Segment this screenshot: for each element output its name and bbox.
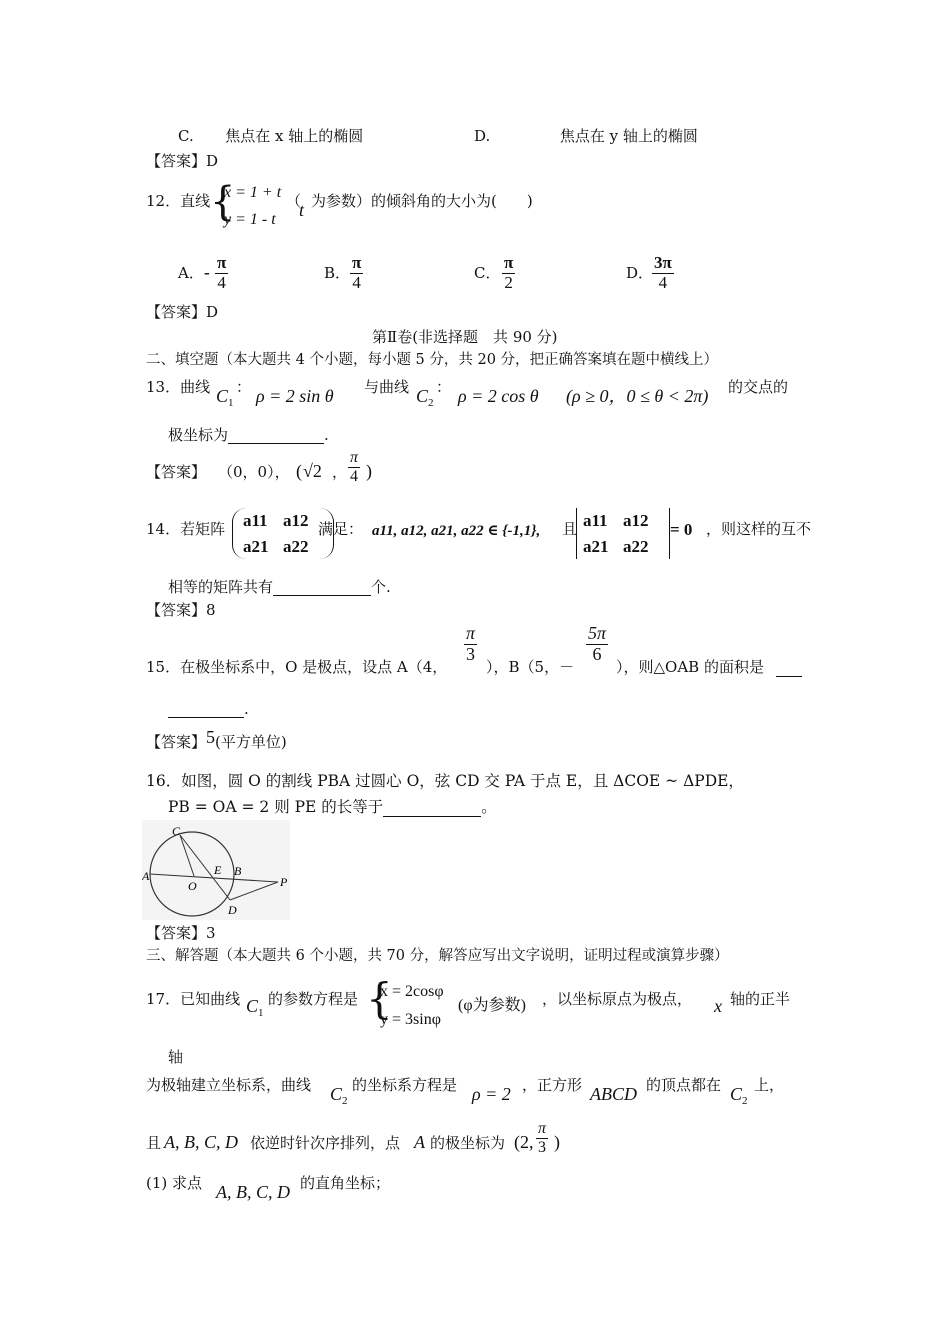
q16-line2 [168, 798, 497, 817]
q15-answer-label: 【答案】 [146, 733, 207, 751]
q15-answer-value: 5 [206, 727, 216, 747]
q12-option-a-frac [215, 254, 228, 292]
q17-tail-b: 轴的正半 [730, 990, 791, 1008]
q17-line3-d: 的顶点都在 [646, 1076, 722, 1094]
q17-c2-sub: 2 [342, 1095, 348, 1107]
q17-line4-a: 且 [146, 1134, 162, 1152]
q12-option-c-num: π [504, 253, 514, 272]
q17-line2: 轴 [168, 1048, 184, 1066]
q15-stem [146, 624, 806, 680]
q17-line4-b: 依逆时针次序排列，点 [250, 1134, 401, 1152]
label-o: O [188, 879, 197, 893]
q14-m11: a11 [243, 511, 268, 530]
q14-set: a11, a12, a21, a22 ∈ {-1,1}, [372, 523, 541, 539]
q14-tail: ，则这样的互不 [706, 520, 812, 538]
q17-param: (φ为参数) [458, 997, 526, 1014]
q14-m12: a12 [283, 511, 309, 530]
q12-paren: （ [286, 192, 302, 210]
q16-answer-blank[interactable] [383, 800, 481, 817]
q16-line1: 16．如图，圆 O 的割线 PBA 过圆心 O，弦 CD 交 PA 于点 E，且 ΔCOE ~ ΔPDE， [146, 772, 744, 790]
q15-answer-unit: (平方单位) [215, 733, 287, 751]
q12-option-c-den: 2 [502, 273, 515, 293]
q15-text-a: 15．在极坐标系中，O 是极点，设点 A（4， [146, 658, 448, 676]
q12-options [178, 254, 698, 298]
q17-line4 [146, 1120, 806, 1168]
q13-condition: (ρ ≥ 0，0 ≤ θ < 2π) [566, 386, 709, 406]
q13-answer-label: 【答案】 [146, 463, 207, 481]
q14-d12: a12 [623, 511, 649, 530]
q13-prefix: 13．曲线 [146, 378, 211, 396]
q13-line2 [168, 426, 329, 444]
q12-eq1: x = 1 + t [224, 184, 282, 201]
q17-line4-c: 的极坐标为 [430, 1134, 506, 1152]
q12-option-b-label: B． [324, 264, 351, 282]
q15-period: . [244, 700, 249, 718]
q14-satisfy: 满足： [318, 520, 364, 538]
q14-line2 [168, 578, 391, 596]
q11-option-d-letter: D. [474, 127, 491, 145]
q12-option-a-sign: - [204, 263, 210, 282]
part2-title: 第Ⅱ卷(非选择题 共 90 分) [372, 328, 558, 346]
q13-answer-b-open: ( [296, 461, 302, 481]
q17-c1-letter: C [246, 996, 259, 1016]
q12-option-c-label: C． [474, 264, 501, 282]
q17-line3-b: 的坐标系方程是 [352, 1076, 458, 1094]
q13-answer-b-close: ) [366, 461, 372, 481]
q13-c1 [216, 386, 234, 410]
q17-line3 [146, 1072, 806, 1112]
label-a: A [142, 869, 150, 883]
q12-number: 12．直线 [146, 192, 211, 210]
q15-blank-1[interactable] [776, 660, 802, 677]
q17-c1-sub: 1 [258, 1007, 264, 1019]
q13-period: . [324, 426, 329, 444]
q12-option-b-frac [350, 254, 363, 292]
q14-prefix: 14．若矩阵 [146, 520, 226, 538]
q14-stem [146, 508, 812, 564]
q12-option-d-label: D． [626, 264, 654, 282]
q17-sub1 [146, 1172, 546, 1208]
q13-answer-a: （0，0）， [218, 463, 290, 481]
q14-line2-a: 相等的矩阵共有 [168, 578, 274, 596]
q15-answer [146, 727, 287, 751]
q17-c2-repeat-sub: 2 [742, 1095, 748, 1107]
q14-determinant [576, 508, 670, 559]
q17-c2-letter: C [330, 1084, 343, 1104]
q17-line3-a: 为极轴建立坐标系，曲线 [146, 1076, 312, 1094]
q12-param-text: 为参数）的倾斜角的大小为( ) [311, 192, 533, 210]
q17-square: ABCD [590, 1084, 637, 1104]
q12-param-var: t [299, 200, 305, 220]
q14-eq-zero: = 0 [670, 520, 693, 539]
q15-b-den: 6 [592, 643, 602, 664]
q13-line2-text: 极坐标为 [168, 426, 229, 444]
q13-answer-blank[interactable] [228, 427, 324, 444]
q17-eq2: y = 3sinφ [380, 1011, 441, 1028]
section3-heading: 三、解答题（本大题共 6 个小题，共 70 分，解答应写出文字说明，证明过程或演算步骤） [146, 948, 729, 964]
q14-line2-b: 个. [371, 578, 391, 596]
q12-option-b-den: 4 [350, 273, 363, 293]
q17-c2-repeat [730, 1084, 748, 1108]
q12-option-a-num: π [217, 253, 227, 272]
q13-answer-b-frac [348, 449, 360, 485]
q14-m22: a22 [283, 536, 309, 556]
q13-mid: 与曲线 [364, 378, 410, 396]
q11-option-c [178, 127, 363, 145]
q12-option-c-frac [502, 254, 515, 292]
q17-tail-a: ，以坐标原点为极点， [542, 990, 693, 1008]
q17-coord-close: ) [554, 1132, 560, 1152]
q17-sub1-b: 的直角坐标； [300, 1174, 391, 1192]
q15-b-frac [586, 624, 608, 665]
q17-c2-repeat-letter: C [730, 1084, 743, 1104]
q13-eq2: ρ = 2 cos θ [458, 386, 539, 406]
label-c: C [172, 824, 181, 838]
q13-answer [146, 449, 446, 495]
q17-coord-den: 3 [538, 1138, 546, 1156]
q12-brace: { [210, 179, 236, 225]
q16-figure [142, 820, 290, 920]
q13-answer-b-sqrt: √2 [303, 461, 322, 481]
section2-heading: 二、填空题（本大题共 4 个小题，每小题 5 分，共 20 分，把正确答案填在题中横线上） [146, 352, 719, 368]
q15-blank-2[interactable] [168, 701, 244, 718]
q16-answer: 【答案】3 [146, 924, 216, 942]
q14-answer: 【答案】8 [146, 601, 216, 619]
q17-coord-frac [536, 1120, 548, 1156]
label-b: B [234, 864, 242, 878]
q13-eq1: ρ = 2 sin θ [256, 386, 334, 406]
q12-eq2: y = 1 - t [224, 211, 276, 228]
q12-option-a-label: A． [178, 264, 204, 282]
q13-c1-sub: 1 [228, 397, 234, 409]
q17-points: A, B, C, D [164, 1132, 238, 1152]
q13-answer-b-den: 4 [350, 467, 358, 485]
q13-tail: 的交点的 [728, 378, 789, 396]
q15-a-num: π [466, 623, 476, 643]
q14-d11: a11 [583, 511, 608, 530]
q12-option-b-num: π [352, 253, 362, 272]
q17-coord-num: π [538, 1120, 547, 1137]
q17-point-a: A [414, 1132, 425, 1152]
q15-b-num: 5π [588, 623, 607, 643]
q12-option-d-num: 3π [654, 253, 672, 272]
q16-line2-a: PB = OA = 2 则 PE 的长等于 [168, 798, 384, 816]
q17-c1 [246, 996, 264, 1020]
q17-coord-open: (2, [514, 1132, 534, 1152]
q17-line3-c: ，正方形 [522, 1076, 583, 1094]
q13-colon2: ： [436, 378, 452, 396]
q13-answer-b-num: π [350, 449, 359, 466]
q17-c2 [330, 1084, 348, 1108]
q13-c1-letter: C [216, 386, 229, 406]
q12-option-a-den: 4 [215, 273, 228, 293]
q13-c2-sub: 2 [428, 397, 434, 409]
q15-a-den: 3 [466, 643, 476, 664]
q17-sub1-points: A, B, C, D [216, 1182, 290, 1202]
q15-line2 [168, 700, 249, 718]
q11-option-c-text: 焦点在 x 轴上的椭圆 [225, 127, 364, 145]
q17-prefix: 17．已知曲线 [146, 990, 241, 1008]
q13-c2-letter: C [416, 386, 429, 406]
q15-a-frac [464, 624, 477, 665]
q13-answer-b-comma: ， [332, 463, 348, 481]
q15-text-b: ），B（5，－ [486, 658, 575, 676]
q15-text-c: ），则△OAB 的面积是 [616, 658, 764, 676]
q12-option-d-den: 4 [652, 273, 674, 293]
q11-option-d-text: 焦点在 y 轴上的椭圆 [559, 127, 698, 145]
q17-line3-eq: ρ = 2 [472, 1084, 511, 1104]
q17-brace: { [366, 974, 393, 1023]
q11-option-d [474, 127, 698, 145]
q17-eq1: x = 2cosφ [380, 983, 444, 1000]
q17-line3-e: 上， [754, 1076, 785, 1094]
q17-mid: 的参数方程是 [268, 990, 359, 1008]
q11-answer: 【答案】D [146, 152, 219, 170]
q13-stem [146, 376, 806, 416]
q11-option-c-letter: C. [178, 127, 194, 145]
q14-d22: a22 [623, 536, 649, 556]
q13-c2 [416, 386, 434, 410]
q16-line2-b: 。 [481, 798, 497, 816]
q14-answer-blank[interactable] [273, 579, 371, 596]
q13-colon1: ： [236, 378, 252, 396]
label-d: D [228, 903, 237, 917]
q14-and: 且 [562, 520, 578, 538]
q12-answer: 【答案】D [146, 303, 219, 321]
label-e: E [214, 863, 222, 877]
label-p: P [280, 875, 288, 889]
q12-option-d-frac [652, 254, 674, 292]
q17-stem [146, 974, 806, 1036]
q14-m21: a21 [243, 536, 269, 556]
q14-d21: a21 [583, 536, 609, 556]
q17-tail-x: x [714, 996, 722, 1016]
q17-sub1-a: (1) 求点 [146, 1174, 203, 1192]
